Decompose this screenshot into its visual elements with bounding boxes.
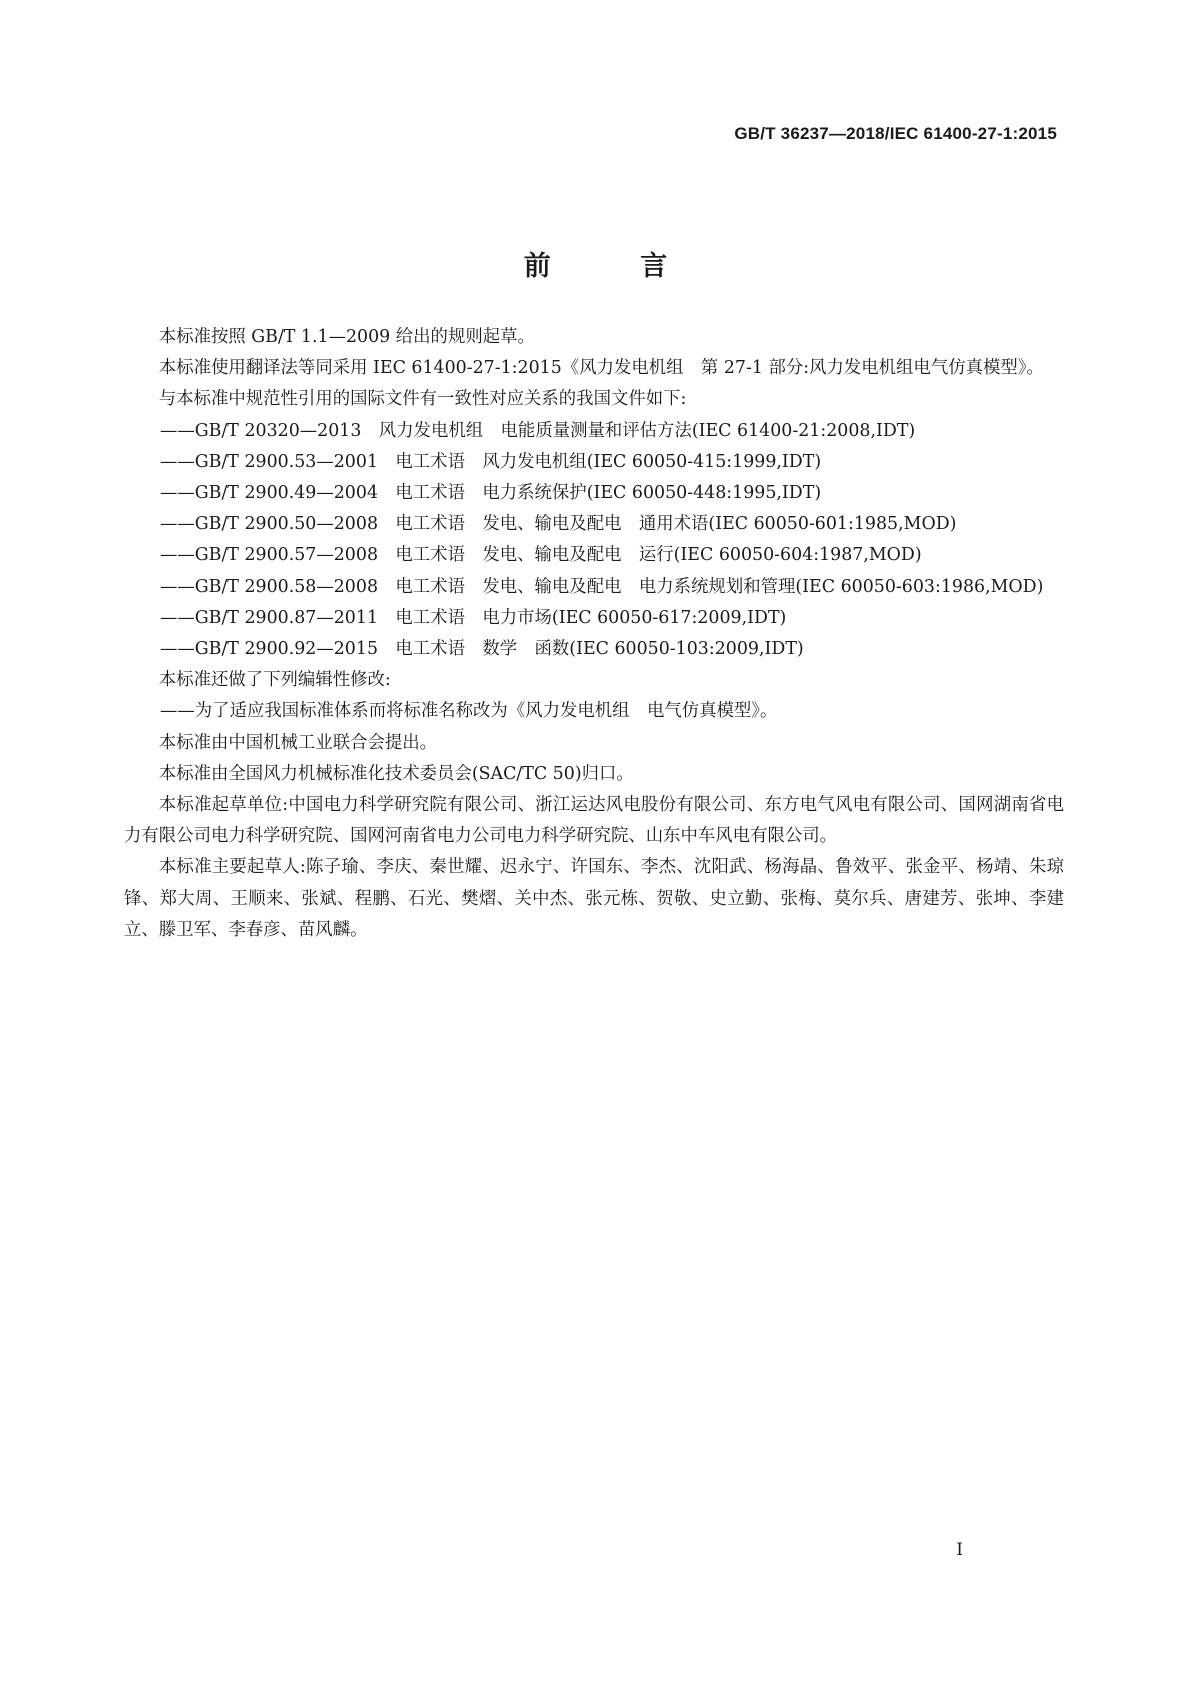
reference-item: ——GB/T 2900.53—2001 电工术语 风力发电机组(IEC 60050-415:1999,IDT)	[160, 451, 822, 472]
reference-item: ——GB/T 2900.87—2011 电工术语 电力市场(IEC 60050-617:2009,IDT)	[160, 607, 787, 628]
page-title: 前 言	[523, 251, 708, 283]
paragraph-references-intro: 与本标准中规范性引用的国际文件有一致性对应关系的我国文件如下:	[158, 389, 687, 410]
paragraph-drafting-units: 本标准起草单位:中国电力科学研究院有限公司、浙江运达风电股份有限公司、东方电气风电有限公司、国网湖南省电力有限公司电力科学研究院、国网河南省电力公司电力科学研究院、山东中车风电有限公司。	[124, 795, 1064, 847]
paragraph-drafters: 本标准主要起草人:陈子瑜、李庆、秦世耀、迟永宁、许国东、李杰、沈阳武、杨海晶、鲁效平、张金平、杨靖、朱琼锋、郑大周、王顺来、张斌、程鹏、石光、樊熠、关中杰、张元栋、贺敬、史立勤、张梅、莫尔兵、唐建芳、张坤、李建立、滕卫军、李春彦、苗风麟。	[124, 857, 1064, 940]
paragraph-drafting-rules: 本标准按照 GB/T 1.1—2009 给出的规则起草。	[158, 327, 535, 347]
standard-number: GB/T 36237—2018/IEC 61400-27-1:2015	[734, 124, 1057, 143]
reference-item: ——GB/T 2900.49—2004 电工术语 电力系统保护(IEC 60050-448:1995,IDT)	[160, 483, 822, 504]
modification-item: ——为了适应我国标准体系而将标准名称改为《风力发电机组 电气仿真模型》。	[160, 701, 778, 722]
paragraph-proposer: 本标准由中国机械工业联合会提出。	[158, 732, 438, 753]
reference-item: ——GB/T 2900.50—2008 电工术语 发电、输电及配电 通用术语(IEC 60050-601:1985,MOD)	[160, 514, 957, 535]
foreword-body	[124, 322, 1064, 946]
reference-item: ——GB/T 2900.58—2008 电工术语 发电、输电及配电 电力系统规划和管理(IEC 60050-603:1986,MOD)	[160, 576, 1044, 597]
paragraph-modifications-intro: 本标准还做了下列编辑性修改:	[158, 670, 391, 691]
paragraph-adoption: 本标准使用翻译法等同采用 IEC 61400-27-1:2015《风力发电机组 第 27-1 部分:风力发电机组电气仿真模型》。	[158, 358, 1044, 379]
reference-item: ——GB/T 2900.92—2015 电工术语 数学 函数(IEC 60050-103:2009,IDT)	[160, 639, 804, 660]
reference-item: ——GB/T 20320—2013 风力发电机组 电能质量测量和评估方法(IEC 61400-21:2008,IDT)	[160, 420, 916, 441]
paragraph-committee: 本标准由全国风力机械标准化技术委员会(SAC/TC 50)归口。	[158, 763, 634, 784]
reference-item: ——GB/T 2900.57—2008 电工术语 发电、输电及配电 运行(IEC 60050-604:1987,MOD)	[160, 545, 922, 566]
page-number: I	[956, 1540, 963, 1560]
